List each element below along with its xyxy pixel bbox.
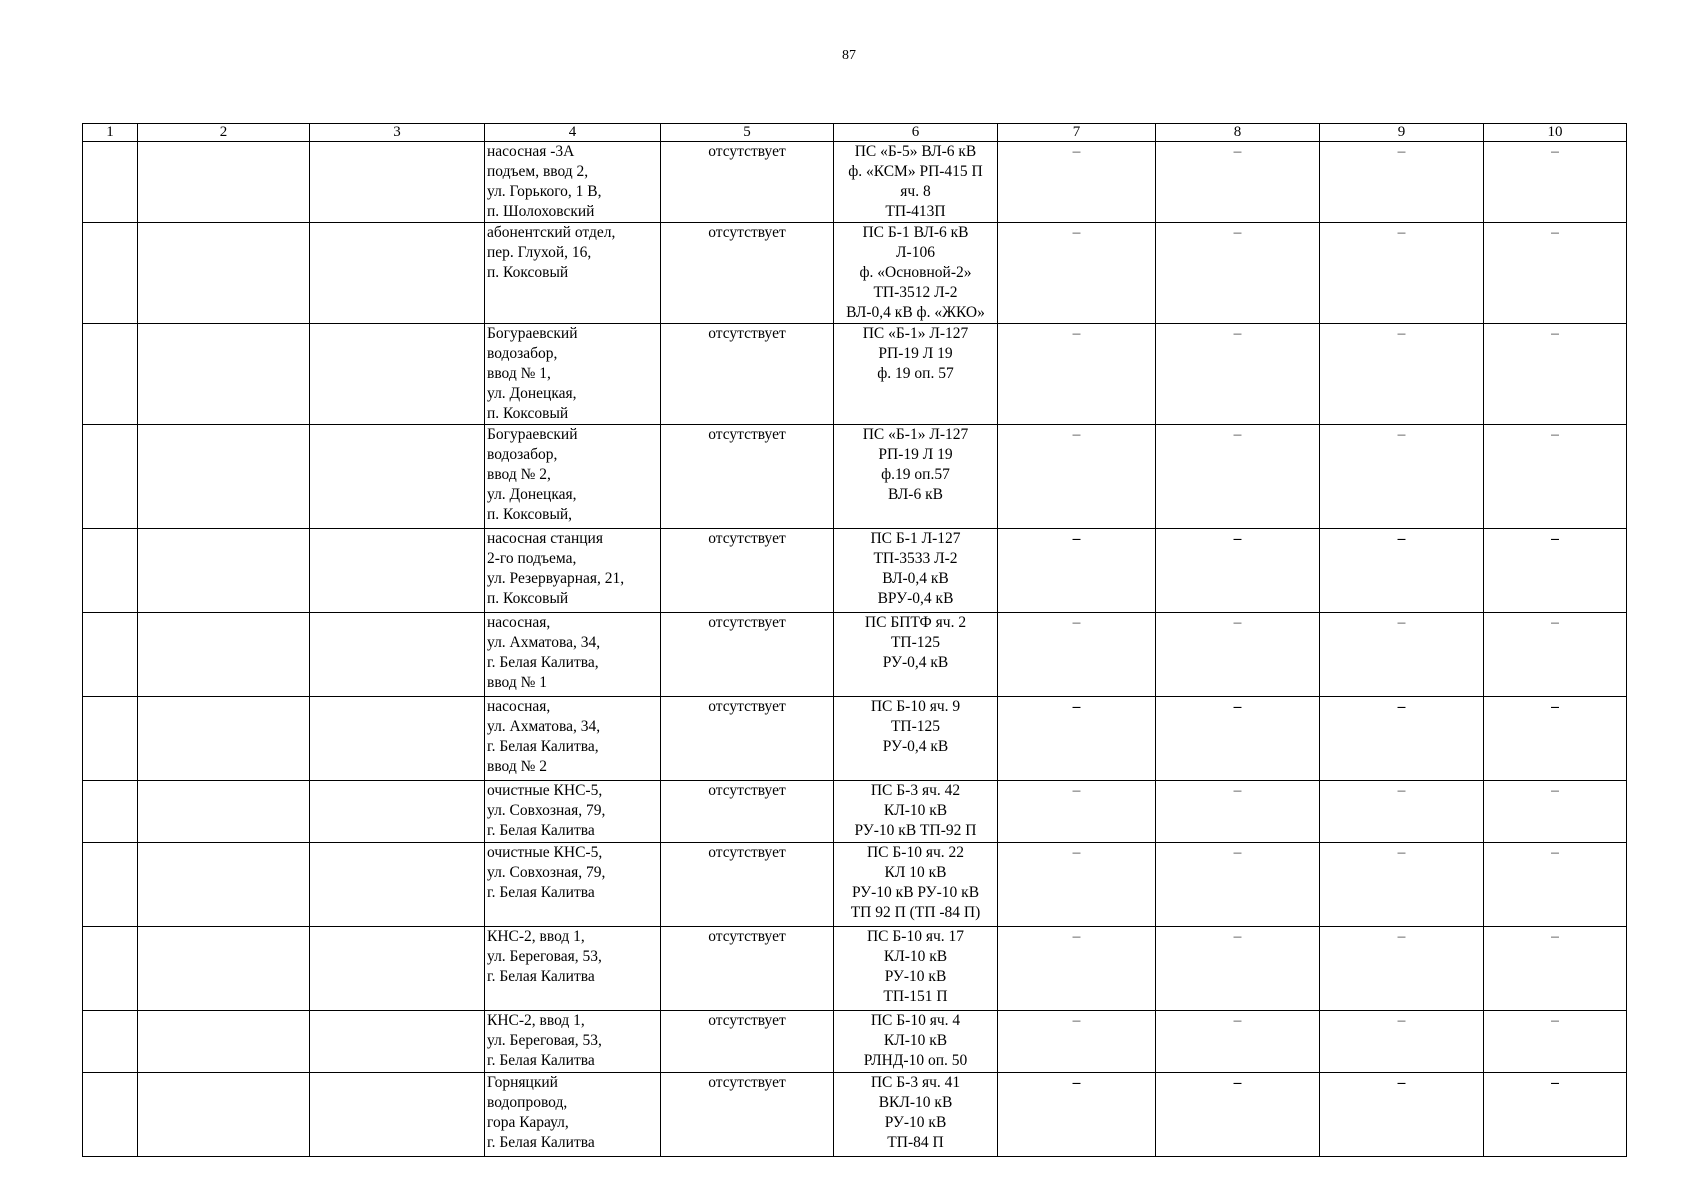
cell-connection: ПС «Б-5» ВЛ-6 кВ ф. «КСМ» РП-415 П яч. 8 ТП-413П: [834, 142, 998, 223]
cell-col-3: [310, 1011, 485, 1073]
cell-status: отсутствует: [661, 1011, 834, 1073]
cell-col-3: [310, 927, 485, 1011]
cell-col-9: –: [1320, 781, 1484, 843]
cell-col-2: [138, 142, 310, 223]
cell-status: отсутствует: [661, 697, 834, 781]
table-row: [83, 142, 1627, 223]
table-row: [83, 425, 1627, 529]
cell-status: отсутствует: [661, 223, 834, 324]
cell-object: насосная -3А подъем, ввод 2, ул. Горького, 1 В, п. Шолоховский: [485, 142, 661, 223]
cell-status: отсутствует: [661, 142, 834, 223]
cell-status: отсутствует: [661, 927, 834, 1011]
cell-object: насосная станция 2-го подъема, ул. Резервуарная, 21, п. Коксовый: [485, 529, 661, 613]
cell-col-7: –: [998, 529, 1156, 613]
cell-object: Горняцкий водопровод, гора Караул, г. Белая Калитва: [485, 1073, 661, 1157]
cell-col-3: [310, 142, 485, 223]
page-number: 87: [842, 48, 856, 63]
cell-col-9: –: [1320, 142, 1484, 223]
cell-object: КНС-2, ввод 1, ул. Береговая, 53, г. Белая Калитва: [485, 927, 661, 1011]
cell-col-7: –: [998, 781, 1156, 843]
cell-col-7: –: [998, 1073, 1156, 1157]
cell-col-3: [310, 324, 485, 425]
cell-col-9: –: [1320, 1073, 1484, 1157]
header-col-4: 4: [485, 124, 661, 142]
table-body: [83, 142, 1627, 1157]
cell-col-10: –: [1484, 843, 1627, 927]
cell-status: отсутствует: [661, 613, 834, 697]
cell-col-10: –: [1484, 223, 1627, 324]
cell-col-10: –: [1484, 697, 1627, 781]
cell-col-8: –: [1156, 697, 1320, 781]
cell-col-7: –: [998, 697, 1156, 781]
cell-connection: ПС Б-3 яч. 41 ВКЛ-10 кВ РУ-10 кВ ТП-84 П: [834, 1073, 998, 1157]
header-col-10: 10: [1484, 124, 1627, 142]
cell-col-8: –: [1156, 927, 1320, 1011]
cell-col-9: –: [1320, 223, 1484, 324]
cell-connection: ПС «Б-1» Л-127 РП-19 Л 19 ф. 19 оп. 57: [834, 324, 998, 425]
cell-col-1: [83, 613, 138, 697]
header-col-5: 5: [661, 124, 834, 142]
cell-object: Богураевский водозабор, ввод № 1, ул. Донецкая, п. Коксовый: [485, 324, 661, 425]
cell-col-10: –: [1484, 142, 1627, 223]
header-col-7: 7: [998, 124, 1156, 142]
cell-col-8: –: [1156, 1073, 1320, 1157]
cell-col-2: [138, 781, 310, 843]
cell-col-1: [83, 843, 138, 927]
cell-col-1: [83, 1073, 138, 1157]
cell-status: отсутствует: [661, 781, 834, 843]
cell-col-2: [138, 1073, 310, 1157]
cell-col-2: [138, 927, 310, 1011]
cell-col-2: [138, 223, 310, 324]
header-col-3: 3: [310, 124, 485, 142]
cell-col-1: [83, 1011, 138, 1073]
cell-col-8: –: [1156, 1011, 1320, 1073]
cell-col-3: [310, 425, 485, 529]
cell-col-10: –: [1484, 1073, 1627, 1157]
cell-connection: ПС Б-10 яч. 22 КЛ 10 кВ РУ-10 кВ РУ-10 кВ ТП 92 П (ТП -84 П): [834, 843, 998, 927]
cell-col-1: [83, 223, 138, 324]
cell-status: отсутствует: [661, 324, 834, 425]
cell-col-2: [138, 613, 310, 697]
cell-connection: ПС Б-10 яч. 9 ТП-125 РУ-0,4 кВ: [834, 697, 998, 781]
cell-col-8: –: [1156, 843, 1320, 927]
cell-col-7: –: [998, 613, 1156, 697]
cell-connection: ПС Б-10 яч. 4 КЛ-10 кВ РЛНД-10 оп. 50: [834, 1011, 998, 1073]
cell-status: отсутствует: [661, 843, 834, 927]
cell-col-2: [138, 697, 310, 781]
cell-object: Богураевский водозабор, ввод № 2, ул. Донецкая, п. Коксовый,: [485, 425, 661, 529]
cell-col-1: [83, 425, 138, 529]
cell-col-3: [310, 613, 485, 697]
header-row: [83, 124, 1627, 142]
cell-col-2: [138, 324, 310, 425]
cell-col-3: [310, 223, 485, 324]
cell-col-3: [310, 843, 485, 927]
cell-col-1: [83, 529, 138, 613]
cell-col-2: [138, 529, 310, 613]
table-row: [83, 324, 1627, 425]
cell-connection: ПС «Б-1» Л-127 РП-19 Л 19 ф.19 оп.57 ВЛ-6 кВ: [834, 425, 998, 529]
table-row: [83, 613, 1627, 697]
header-col-1: 1: [83, 124, 138, 142]
cell-status: отсутствует: [661, 1073, 834, 1157]
cell-col-9: –: [1320, 529, 1484, 613]
table-row: [83, 781, 1627, 843]
cell-col-9: –: [1320, 927, 1484, 1011]
cell-connection: ПС Б-1 Л-127 ТП-3533 Л-2 ВЛ-0,4 кВ ВРУ-0,4 кВ: [834, 529, 998, 613]
cell-col-8: –: [1156, 529, 1320, 613]
cell-connection: ПС БПТФ яч. 2 ТП-125 РУ-0,4 кВ: [834, 613, 998, 697]
table-row: [83, 529, 1627, 613]
cell-col-1: [83, 142, 138, 223]
table-row: [83, 843, 1627, 927]
cell-col-10: –: [1484, 613, 1627, 697]
header-col-2: 2: [138, 124, 310, 142]
cell-connection: ПС Б-10 яч. 17 КЛ-10 кВ РУ-10 кВ ТП-151 П: [834, 927, 998, 1011]
cell-col-1: [83, 697, 138, 781]
cell-object: очистные КНС-5, ул. Совхозная, 79, г. Белая Калитва: [485, 843, 661, 927]
cell-col-9: –: [1320, 697, 1484, 781]
cell-col-7: –: [998, 1011, 1156, 1073]
cell-col-8: –: [1156, 223, 1320, 324]
cell-col-1: [83, 927, 138, 1011]
cell-col-2: [138, 425, 310, 529]
table-row: [83, 1073, 1627, 1157]
cell-col-10: –: [1484, 927, 1627, 1011]
table-row: [83, 927, 1627, 1011]
cell-object: КНС-2, ввод 1, ул. Береговая, 53, г. Белая Калитва: [485, 1011, 661, 1073]
cell-status: отсутствует: [661, 529, 834, 613]
cell-object: очистные КНС-5, ул. Совхозная, 79, г. Белая Калитва: [485, 781, 661, 843]
header-col-8: 8: [1156, 124, 1320, 142]
cell-col-8: –: [1156, 425, 1320, 529]
cell-col-1: [83, 781, 138, 843]
table-row: [83, 697, 1627, 781]
cell-col-7: –: [998, 223, 1156, 324]
cell-col-7: –: [998, 142, 1156, 223]
cell-col-3: [310, 781, 485, 843]
cell-col-2: [138, 1011, 310, 1073]
cell-col-7: –: [998, 927, 1156, 1011]
table-row: [83, 223, 1627, 324]
cell-col-7: –: [998, 843, 1156, 927]
cell-col-1: [83, 324, 138, 425]
cell-status: отсутствует: [661, 425, 834, 529]
cell-col-9: –: [1320, 613, 1484, 697]
cell-col-9: –: [1320, 843, 1484, 927]
cell-col-8: –: [1156, 142, 1320, 223]
cell-object: абонентский отдел, пер. Глухой, 16, п. Коксовый: [485, 223, 661, 324]
cell-col-8: –: [1156, 324, 1320, 425]
header-col-9: 9: [1320, 124, 1484, 142]
cell-col-3: [310, 529, 485, 613]
cell-col-9: –: [1320, 324, 1484, 425]
cell-col-9: –: [1320, 1011, 1484, 1073]
cell-col-2: [138, 843, 310, 927]
cell-col-10: –: [1484, 781, 1627, 843]
data-table: [82, 123, 1627, 1157]
cell-col-10: –: [1484, 425, 1627, 529]
cell-col-3: [310, 1073, 485, 1157]
table-header: [83, 124, 1627, 142]
cell-connection: ПС Б-3 яч. 42 КЛ-10 кВ РУ-10 кВ ТП-92 П: [834, 781, 998, 843]
cell-object: насосная, ул. Ахматова, 34, г. Белая Калитва, ввод № 1: [485, 613, 661, 697]
cell-col-7: –: [998, 324, 1156, 425]
cell-object: насосная, ул. Ахматова, 34, г. Белая Калитва, ввод № 2: [485, 697, 661, 781]
cell-col-7: –: [998, 425, 1156, 529]
table-row: [83, 1011, 1627, 1073]
cell-col-10: –: [1484, 324, 1627, 425]
cell-col-10: –: [1484, 529, 1627, 613]
cell-col-8: –: [1156, 781, 1320, 843]
cell-col-3: [310, 697, 485, 781]
cell-col-9: –: [1320, 425, 1484, 529]
cell-col-8: –: [1156, 613, 1320, 697]
cell-connection: ПС Б-1 ВЛ-6 кВ Л-106 ф. «Основной-2» ТП-3512 Л-2 ВЛ-0,4 кВ ф. «ЖКО»: [834, 223, 998, 324]
header-col-6: 6: [834, 124, 998, 142]
cell-col-10: –: [1484, 1011, 1627, 1073]
